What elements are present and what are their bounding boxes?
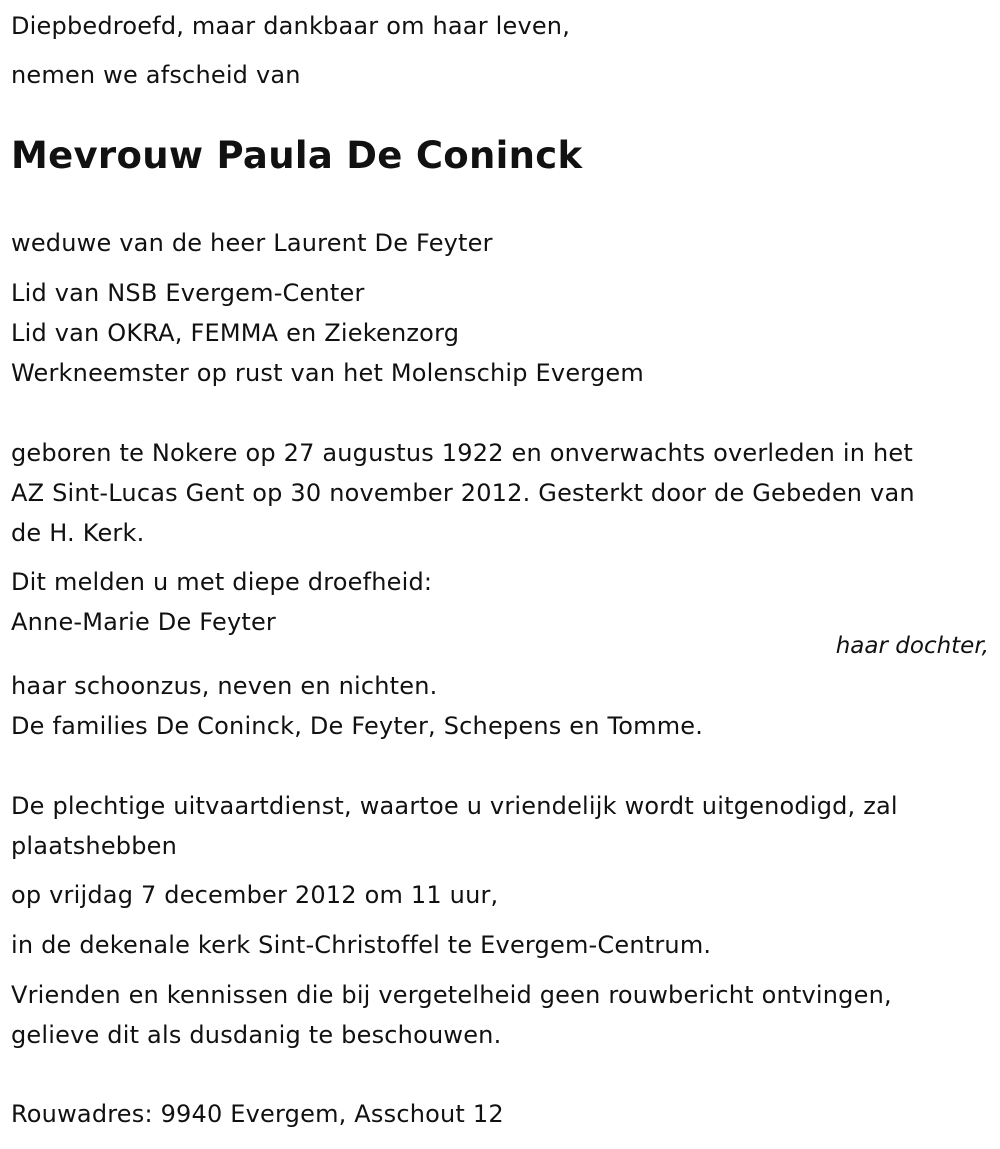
birth-death-line: AZ Sint-Lucas Gent op 30 november 2012. Gesterkt door de Gebeden van	[11, 479, 915, 507]
deceased-name: Mevrouw Paula De Coninck	[11, 134, 583, 177]
announcement-intro: Dit melden u met diepe droefheid:	[11, 568, 433, 596]
birth-death-line: geboren te Nokere op 27 augustus 1922 en onverwachts overleden in het	[11, 439, 913, 467]
widow-of-line: weduwe van de heer Laurent De Feyter	[11, 229, 493, 257]
notice-line: Vrienden en kennissen die bij vergetelheid geen rouwbericht ontvingen,	[11, 981, 892, 1009]
membership-line: Lid van OKRA, FEMMA en Ziekenzorg	[11, 319, 460, 347]
membership-line: Werkneemster op rust van het Molenschip Evergem	[11, 359, 644, 387]
families-line: De families De Coninck, De Feyter, Schepens en Tomme.	[11, 712, 704, 740]
intro-line-2: nemen we afscheid van	[11, 61, 301, 89]
service-intro-line: De plechtige uitvaartdienst, waartoe u vriendelijk wordt uitgenodigd, zal	[11, 792, 898, 820]
birth-death-line: de H. Kerk.	[11, 519, 145, 547]
membership-line: Lid van NSB Evergem-Center	[11, 279, 365, 307]
mourning-address: Rouwadres: 9940 Evergem, Asschout 12	[11, 1100, 504, 1128]
other-relatives: haar schoonzus, neven en nichten.	[11, 672, 438, 700]
daughter-role: haar dochter,	[835, 633, 989, 659]
service-location: in de dekenale kerk Sint-Christoffel te Evergem-Centrum.	[11, 931, 712, 959]
daughter-name: Anne-Marie De Feyter	[11, 608, 276, 636]
intro-line-1: Diepbedroefd, maar dankbaar om haar leven,	[11, 12, 571, 40]
notice-line: gelieve dit als dusdanig te beschouwen.	[11, 1021, 502, 1049]
service-date: op vrijdag 7 december 2012 om 11 uur,	[11, 881, 499, 909]
service-intro-line: plaatshebben	[11, 832, 178, 860]
